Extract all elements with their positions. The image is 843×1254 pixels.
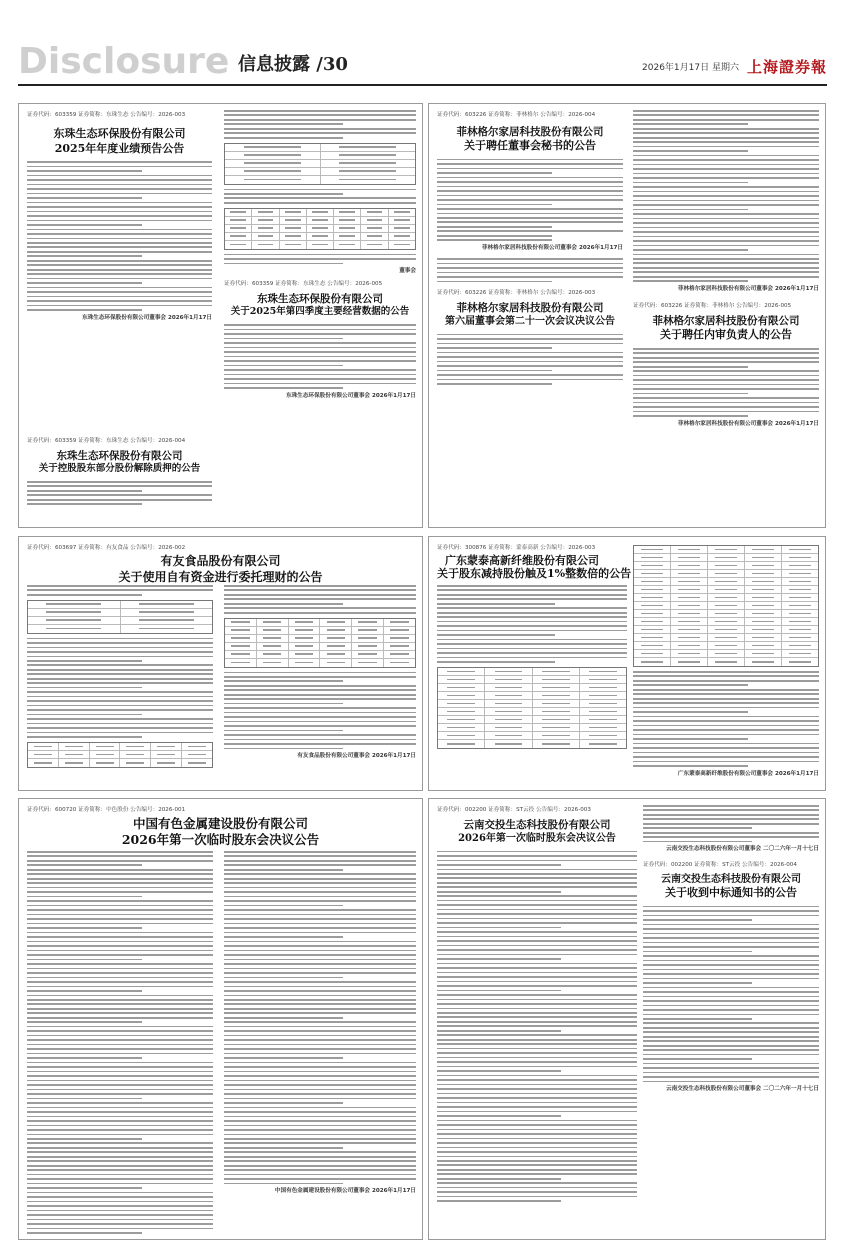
company-name: 菲林格尔家居科技股份有限公司 [652, 315, 800, 328]
data-table [27, 742, 213, 768]
company-name: 云南交投生态科技股份有限公司 [463, 819, 611, 831]
notice-body-right [224, 110, 416, 139]
notice-code-line: 证券代码：300876 证券简称：蒙泰高新 公告编号：2026-003 [437, 545, 596, 551]
data-table [633, 545, 819, 667]
notice-signature: 广东蒙泰高新纤维股份有限公司董事会 2026年1月17日 [677, 770, 819, 777]
notice-signature: 云南交投生态科技股份有限公司董事会 二〇二六年一月十七日 [666, 1086, 819, 1093]
notice-signature: 菲林格尔家居科技股份有限公司董事会 2026年1月17日 [481, 244, 623, 251]
notice-code-line: 证券代码：603697 证券简称：有友食品 公告编号：2026-002 [27, 545, 186, 551]
notice-title: 第六届董事会第二十一次会议决议公告 [445, 316, 615, 328]
notice-signature: 菲林格尔家居科技股份有限公司董事会 2026年1月17日 [677, 420, 819, 427]
issue-date: 2026年1月17日 星期六 [642, 63, 739, 73]
notice-title: 关于控股股东部分股份解除质押的公告 [38, 463, 201, 475]
notice-box-dongzhu-left: 证券代码：603359 证券简称：东珠生态 公告编号：2026-003 东珠生态环保股份有限公司 2025年年度业绩预告公告 东珠生态环保股份有限公司董事会 2026年1月17日 董事会 证券代码：603359 证券简称：东珠生态 公告编号：2026-005 东珠生态环保股份有限公司 关于2025年第四季度主要经营数据的公告 东珠生态环保股份有限公司董事会 2026年1月17日 证券代码：603359 证券简称：东珠生态 公告编号：2026-004 东珠生态环保股份有限公司 关于控股股东部分股份解除质押的公告 [18, 103, 423, 528]
data-table [224, 208, 416, 250]
company-name: 东珠生态环保股份有限公司 [53, 127, 186, 140]
notice-code-line: 证券代码：603226 证券简称：菲林格尔 公告编号：2026-003 [437, 290, 596, 297]
company-name: 广东蒙泰高新纤维股份有限公司 [445, 554, 599, 567]
notice-feilinge-audit [633, 301, 819, 428]
notice-title: 关于收到中标通知书的公告 [665, 886, 797, 900]
notice-code-line: 证券代码：603226 证券简称：菲林格尔 公告编号：2026-005 [633, 303, 792, 310]
notice-signature: 东珠生态环保股份有限公司董事会 2026年1月17日 [82, 314, 212, 321]
notice-feilinge-board [437, 288, 623, 384]
notice-title: 2025年年度业绩预告公告 [54, 141, 185, 155]
notice-code-line: 证券代码：600720 证券简称：中色股份 公告编号：2026-001 [27, 807, 186, 813]
masthead-rule [18, 84, 827, 86]
notice-box-zhongse [18, 798, 423, 1240]
notice-code-line: 证券代码：002200 证券简称：ST云投 公告编号：2026-003 [437, 807, 591, 813]
company-name: 菲林格尔家居科技股份有限公司 [456, 126, 604, 138]
notice-signature: 有友食品股份有限公司董事会 2026年1月17日 [297, 753, 416, 760]
notice-code-line: 证券代码：603359 证券简称：东珠生态 公告编号：2026-005 [224, 281, 383, 288]
company-name: 东珠生态环保股份有限公司 [56, 450, 183, 462]
notice-code-line: 证券代码：603359 证券简称：东珠生态 公告编号：2026-004 [27, 438, 186, 444]
notice-signature: 东珠生态环保股份有限公司董事会 2026年1月17日 [286, 392, 416, 399]
company-name: 中国有色金属建设股份有限公司 [132, 816, 308, 831]
notice-code-line: 证券代码：603359 证券简称：东珠生态 公告编号：2026-003 [27, 112, 186, 118]
notice-title: 2026年第一次临时股东会决议公告 [121, 832, 320, 848]
data-table [224, 143, 416, 185]
notice-signature: 菲林格尔家居科技股份有限公司董事会 2026年1月17日 [677, 285, 819, 292]
notice-title: 关于聘任董事会秘书的公告 [464, 139, 596, 153]
notice-title: 关于2025年第四季度主要经营数据的公告 [230, 306, 410, 318]
company-name: 有友食品股份有限公司 [160, 554, 281, 568]
data-table [224, 618, 416, 668]
data-table [437, 667, 627, 749]
section-title: 信息披露 /30 [238, 54, 348, 75]
company-name: 菲林格尔家居科技股份有限公司 [456, 302, 604, 315]
company-name: 云南交投生态科技股份有限公司 [661, 873, 801, 885]
notice-body [27, 161, 212, 311]
disclosure-brand-word: Disclosure [18, 41, 230, 82]
notice-dongzhu-pledge [27, 436, 212, 508]
masthead [0, 0, 843, 96]
notice-box-youyou [18, 536, 423, 791]
notice-code-line: 证券代码：603226 证券简称：菲林格尔 公告编号：2026-004 [437, 112, 596, 118]
notice-title: 关于股东减持股份触及1%整数倍的公告 [437, 567, 632, 580]
notice-box-mengtai [428, 536, 826, 791]
newspaper-logo: 上海證券報 [746, 58, 827, 76]
masthead-right [642, 56, 827, 77]
notice-title: 关于聘任内审负责人的公告 [660, 328, 792, 342]
notice-yuntou-bid [643, 860, 819, 1094]
notice-dongzhu-q4 [224, 279, 416, 400]
notice-title: 关于使用自有资金进行委托理财的公告 [118, 569, 323, 584]
notice-signature: 中国有色金属建设股份有限公司董事会 2026年1月17日 [274, 1188, 416, 1195]
notice-signature: 云南交投生态科技股份有限公司董事会 二〇二六年一月十七日 [666, 846, 819, 853]
notice-title: 2026年第一次临时股东会决议公告 [458, 833, 616, 845]
notice-code-line: 证券代码：002200 证券简称：ST云投 公告编号：2026-004 [643, 861, 797, 868]
data-table [27, 600, 213, 634]
notice-box-feilinge [428, 103, 826, 528]
notice-box-yuntou [428, 798, 826, 1240]
company-name: 东珠生态环保股份有限公司 [257, 293, 383, 306]
